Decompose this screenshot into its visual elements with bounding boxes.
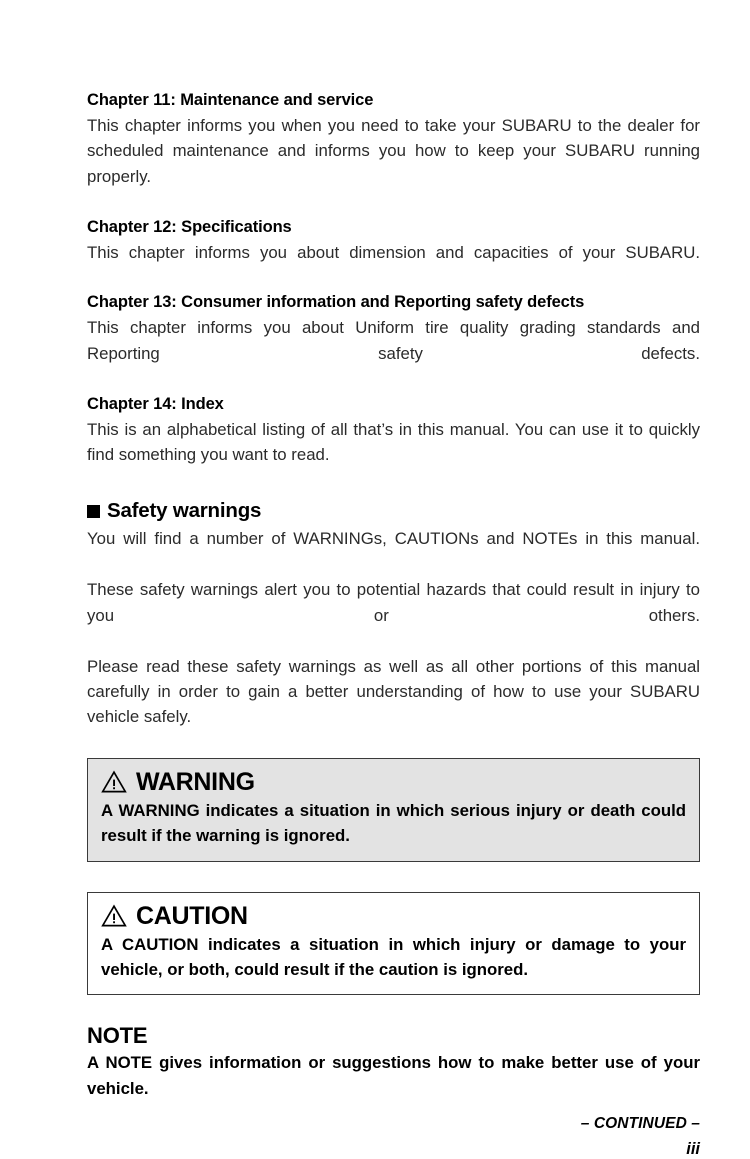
- note-heading: NOTE: [87, 1023, 148, 1049]
- document-page: [87, 88, 700, 1159]
- filled-square-icon: [87, 505, 100, 518]
- chapter-body-14: This is an alphabetical listing of all that’s in this manual. You can use it to quickly find something you want to read.: [87, 419, 700, 465]
- safety-warnings-heading: [87, 498, 700, 524]
- safety-paragraph-3: Please read these safety warnings as well as all other portions of this manual carefully in order to gain a better understanding of how to use your SUBARU vehicle safely.: [87, 656, 700, 727]
- chapter-list: [87, 88, 700, 467]
- safety-warnings-section: [87, 498, 700, 729]
- safety-paragraph-2: These safety warnings alert you to potential hazards that could result in injury to you or others.: [87, 580, 700, 625]
- warning-triangle-icon: [101, 904, 127, 928]
- warning-triangle-icon: [101, 770, 127, 794]
- caution-box-body: A CAUTION indicates a situation in which injury or damage to your vehicle, or both, could result if the caution is ignored.: [101, 934, 686, 979]
- caution-box-title: [101, 901, 686, 931]
- note-body: A NOTE gives information or suggestions how to make better use of your vehicle.: [87, 1053, 700, 1098]
- caution-box-title-label: CAUTION: [136, 901, 248, 930]
- warning-box-body: A WARNING indicates a situation in which serious injury or death could result if the warning is ignored.: [101, 800, 686, 846]
- chapter-heading-13: Chapter 13: Consumer information and Reporting safety defects: [87, 293, 585, 312]
- page-number: iii: [686, 1140, 700, 1159]
- chapter-heading-11: Chapter 11: Maintenance and service: [87, 91, 374, 109]
- continued-label: – CONTINUED –: [580, 1115, 700, 1133]
- warning-box: [87, 758, 700, 862]
- chapter-body-13: This chapter informs you about Uniform tire quality grading standards and Reporting safety defects.: [87, 318, 700, 363]
- warning-box-title-label: WARNING: [136, 767, 255, 796]
- chapter-body-12: This chapter informs you about dimension and capacities of your SUBARU.: [87, 242, 700, 262]
- safety-paragraph-1: You will find a number of WARNINGs, CAUTIONs and NOTEs in this manual.: [87, 529, 700, 549]
- note-section: [87, 1022, 700, 1101]
- safety-warnings-heading-label: Safety warnings: [107, 499, 262, 523]
- chapter-heading-14: Chapter 14: Index: [87, 394, 224, 413]
- caution-box: [87, 892, 700, 996]
- chapter-body-11: This chapter informs you when you need to take your SUBARU to the dealer for scheduled maintenance and informs you how to keep your SUBARU running properly.: [87, 116, 700, 186]
- chapter-heading-12: Chapter 12: Specifications: [87, 217, 292, 236]
- warning-box-title: [101, 767, 686, 797]
